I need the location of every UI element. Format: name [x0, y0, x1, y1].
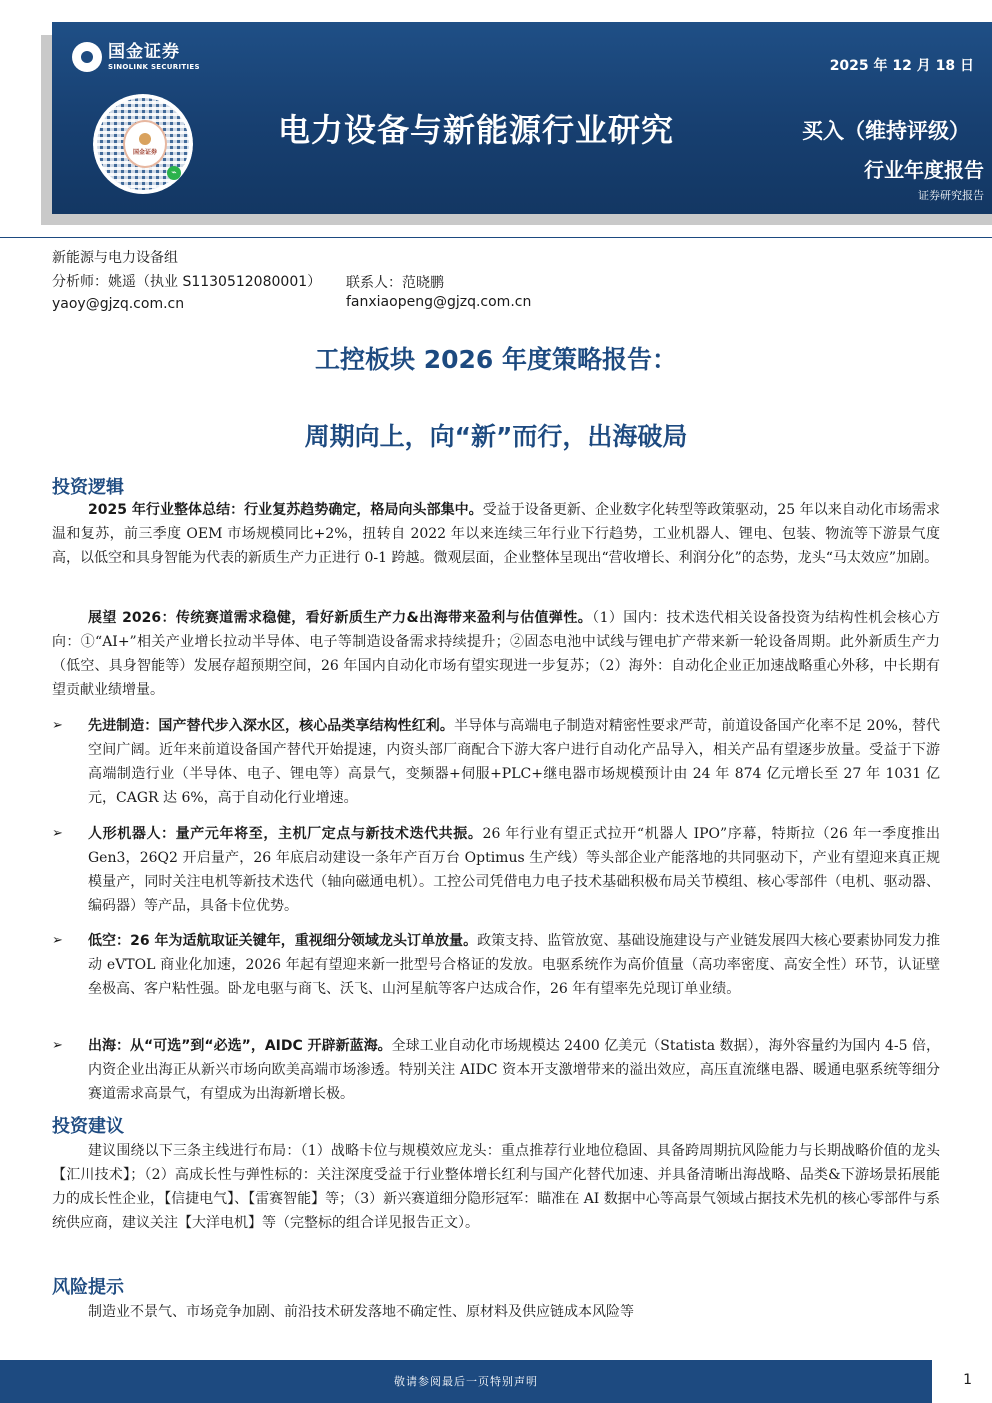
bullet-arrow-icon: ➢ — [52, 826, 63, 841]
section-heading-advice: 投资建议 — [52, 1116, 124, 1137]
bullet-lead: 人形机器人：量产元年将至，主机厂定点与新技术迭代共振。 — [88, 826, 483, 842]
paragraph-risk: 制造业不景气、市场竞争加剧、前沿技术研发落地不确定性、原材料及供应链成本风险等 — [88, 1304, 634, 1320]
report-date: 2025 年 12 月 18 日 — [829, 58, 974, 74]
bullet-arrow-icon: ➢ — [52, 1038, 63, 1053]
wechat-icon: ⌁ — [167, 166, 181, 180]
logo-mark-icon — [72, 42, 102, 72]
bullet-lead: 低空：26 年为适航取证关键年，重视细分领域龙头订单放量。 — [88, 933, 478, 949]
report-title: 工控板块 2026 年度策略报告： — [315, 345, 677, 374]
bullet-arrow-icon: ➢ — [52, 933, 63, 948]
summary-lead: 2025 年行业整体总结：行业复苏趋势确定，格局向头部集中。 — [88, 502, 483, 518]
bullet-text: 全球工业自动化市场规模达 2400 亿美元（Statista 数据），海外容量约为国内 4-5 倍，内资企业出海正从新兴市场向欧美高端市场渗透。特别关注 AIDC 资本开支激增带来的溢出效应，高压直流继电器、暖通电驱系统等细分赛道需求高景气，有望成为出海新增长极。 — [88, 1038, 940, 1102]
report-series-title: 电力设备与新能源行业研究 — [278, 111, 675, 149]
outlook-text: （1）国内：技术迭代相关设备投资为结构性机会核心方向：①“AI+”相关产业增长拉动半导体、电子等制造设备需求持续提升；②固态电池中试线与锂电扩产带来新一轮设备周期。此外新质生产力（低空、具身智能等）发展存超预期空间，26 年国内自动化市场有望实现进一步复苏；（2）海外：自动化企业正加速战略重心外移，中长期有望贡献业绩增量。 — [52, 610, 941, 698]
qr-code-icon — [93, 94, 193, 194]
analyst-name: 分析师：姚遥（执业 S1130512080001） — [52, 274, 322, 290]
bullet-arrow-icon: ➢ — [52, 718, 63, 733]
logo-name-cn: 国金证券 — [108, 41, 180, 62]
paragraph-outlook — [52, 606, 940, 702]
section-heading-risk: 风险提示 — [52, 1277, 124, 1298]
bullet-overseas — [52, 1034, 940, 1106]
bullet-text: 政策支持、监管放宽、基础设施建设与产业链发展四大核心要素协同发力推动 eVTOL 商业化加速，2026 年起有望迎来新一批型号合格证的发放。电驱系统作为高价值量（高功率密度、高安全性）环节，认证壁垒极高、客户粘性强。卧龙电驱与商飞、沃飞、山河星航等客户达成合作，26 年有望率先兑现订单业绩。 — [88, 933, 940, 997]
report-subtitle: 周期向上，向“新”而行，出海破局 — [304, 422, 688, 451]
bullet-lead: 先进制造：国产替代步入深水区，核心品类享结构性红利。 — [88, 718, 454, 734]
qr-logo-icon — [139, 133, 151, 145]
bullet-lead: 出海：从“可选”到“必选”，AIDC 开辟新蓝海。 — [88, 1038, 392, 1054]
contact-name: 联系人：范晓鹏 — [346, 275, 444, 291]
footer-disclaimer: 敬请参阅最后一页特别声明 — [0, 1360, 932, 1403]
bullet-humanoid-robots — [52, 822, 940, 918]
qr-center-badge — [123, 120, 167, 168]
rating-label: 买入（维持评级） — [802, 119, 970, 143]
analyst-email[interactable]: yaoy@gjzq.com.cn — [52, 296, 185, 312]
outlook-lead: 展望 2026：传统赛道需求稳健，看好新质生产力&出海带来盈利与估值弹性。 — [88, 610, 593, 626]
summary-text: 受益于设备更新、企业数字化转型等政策驱动，25 年以来自动化市场需求温和复苏，前三季度 OEM 市场规模同比+2%，扭转自 2022 年以来连续三年行业下行趋势，工业机器人、锂电、包装、物流等下游景气度高，以低空和具身智能为代表的新质生产力正进行 0-1 跨越。微观层面，企业整体呈现出“营收增长、利润分化”的态势，龙头“马太效应”加剧。 — [52, 502, 940, 566]
header-divider — [0, 237, 992, 238]
qr-label: 国金证券 — [132, 148, 157, 156]
company-logo — [72, 42, 200, 72]
bullet-low-altitude — [52, 929, 940, 1001]
paragraph-summary — [52, 498, 940, 570]
page-number: 1 — [963, 1372, 972, 1388]
bullet-text: 26 年行业有望正式拉开“机器人 IPO”序幕，特斯拉（26 年一季度推出 Gen3，26Q2 开启量产，26 年底启动建设一条年产百万台 Optimus 生产线）等头部企业产能落地的共同驱动下，产业有望迎来真正规模量产，同时关注电机等新技术迭代（轴向磁通电机）。工控公司凭借电力电子技术基础积极布局关节模组、核心零部件（电机、驱动器、编码器）等产品，具备卡位优势。 — [88, 826, 940, 914]
paragraph-advice: 建议围绕以下三条主线进行布局：（1）战略卡位与规模效应龙头：重点推荐行业地位稳固、具备跨周期抗风险能力与长期战略价值的龙头【汇川技术】；（2）高成长性与弹性标的：关注深度受益于行业整体增长红利与国产化替代加速、并具备清晰出海战略、品类&下游场景拓展能力的成长性企业，【信捷电气】、【雷赛智能】等；（3）新兴赛道细分隐形冠军：瞄准在 AI 数据中心等高景气领域占据技术先机的核心零部件与系统供应商，建议关注【大洋电机】等（完整标的组合详见报告正文）。 — [52, 1143, 940, 1231]
report-header — [52, 22, 992, 214]
logo-name-en: SINOLINK SECURITIES — [108, 62, 200, 71]
report-category: 证券研究报告 — [918, 189, 984, 202]
report-type: 行业年度报告 — [864, 158, 984, 182]
section-heading-logic: 投资逻辑 — [52, 477, 124, 498]
contact-email[interactable]: fanxiaopeng@gjzq.com.cn — [346, 294, 532, 310]
bullet-advanced-manufacturing — [52, 714, 940, 810]
research-group: 新能源与电力设备组 — [52, 250, 178, 266]
bullet-text: 半导体与高端电子制造对精密性要求严苛，前道设备国产化率不足 20%，替代空间广阔。近年来前道设备国产替代开始提速，内资头部厂商配合下游大客户进行自动化产品导入，相关产品有望逐步放量。受益于下游高端制造行业（半导体、电子、锂电等）高景气，变频器+伺服+PLC+继电器市场规模预计由 24 年 874 亿元增长至 27 年 1031 亿元，CAGR 达 6%，高于自动化行业增速。 — [88, 718, 940, 806]
